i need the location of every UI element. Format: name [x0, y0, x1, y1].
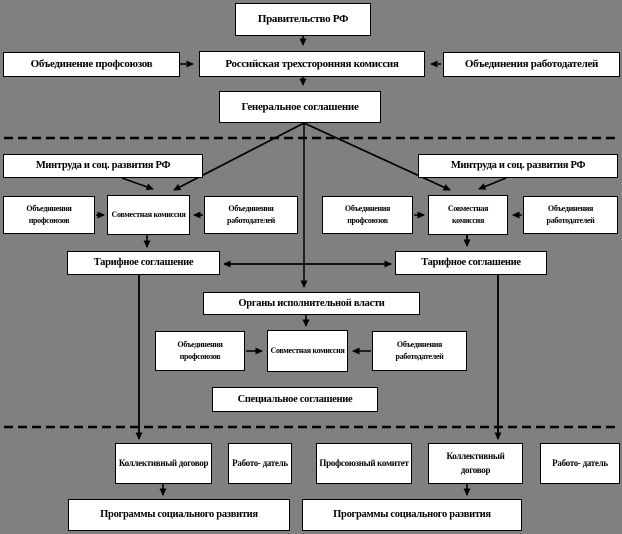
node-employers-left: Объединения работодателей — [204, 196, 298, 234]
node-unions-left: Объединения профсоюзов — [3, 196, 95, 234]
node-employer-right: Работо- датель — [540, 443, 620, 484]
node-mintrud-right: Минтруда и соц. развития РФ — [418, 154, 618, 178]
node-tripartite-commission: Российская трехсторонняя комиссия — [199, 51, 425, 77]
node-collective-agreement-left: Коллективный договор — [115, 443, 212, 484]
node-joint-commission-center: Совместная комиссия — [267, 330, 348, 372]
node-joint-commission-right: Совместная комиссия — [428, 195, 508, 235]
arrow-mintrud-left-to-joint — [122, 178, 153, 189]
node-union-committee: Профсоюзный комитет — [316, 443, 412, 484]
node-union-association: Объединение профсоюзов — [3, 52, 180, 77]
node-programs-right: Программы социального развития — [302, 499, 522, 531]
node-employers-center: Объединения работодателей — [372, 331, 467, 371]
node-employers-right: Объединения работодателей — [523, 196, 618, 234]
node-mintrud-left: Минтруда и соц. развития РФ — [3, 154, 203, 178]
node-employers-association: Объединения работодателей — [443, 52, 620, 77]
node-collective-agreement-right: Коллективный договор — [428, 443, 523, 484]
node-general-agreement: Генеральное соглашение — [219, 91, 381, 123]
node-special-agreement: Специальное соглашение — [212, 387, 378, 412]
node-unions-right: Объединения профсоюзов — [322, 196, 413, 234]
arrow-mintrud-right-to-joint — [479, 178, 506, 189]
node-programs-left: Программы социального развития — [68, 499, 290, 531]
node-government: Правительство РФ — [235, 3, 371, 36]
node-employer-left: Работо- датель — [228, 443, 292, 484]
node-executive-authorities: Органы исполнительной власти — [203, 292, 420, 315]
node-tariff-agreement-left: Тарифное соглашение — [67, 251, 220, 275]
node-tariff-agreement-right: Тарифное соглашение — [395, 251, 547, 275]
node-unions-center: Объединения профсоюзов — [155, 331, 245, 371]
node-joint-commission-left: Совместная комиссия — [107, 195, 190, 235]
